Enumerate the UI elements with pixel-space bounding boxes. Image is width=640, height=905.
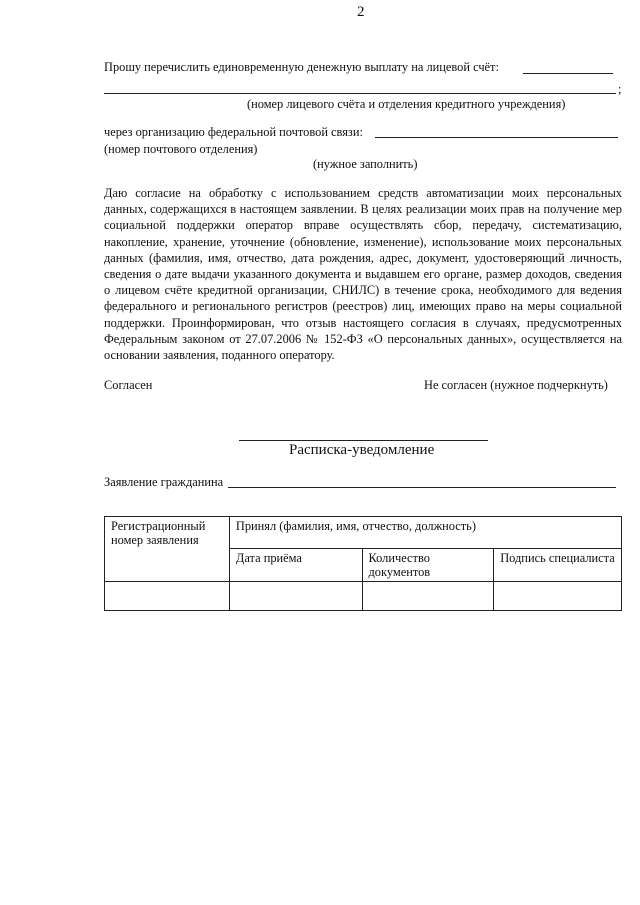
post-office-caption: (номер почтового отделения) [104, 142, 258, 156]
post-office-field[interactable] [375, 137, 618, 138]
docs-count-header: Количество документов [362, 549, 494, 582]
account-line-end-mark: ; [618, 82, 622, 96]
agree-option[interactable]: Согласен [104, 378, 153, 392]
applicant-label: Заявление гражданина [104, 475, 224, 489]
applicant-name-field[interactable] [228, 487, 616, 488]
reg-number-header: Регистрационный номер заявления [105, 517, 230, 582]
account-caption: (номер лицевого счёта и отделения кредитного учреждения) [247, 97, 566, 111]
date-header: Дата приёма [229, 549, 362, 582]
consent-paragraph: Даю согласие на обработку с использованием средств автоматизации моих персональных данных, содержащихся в настоящем заявлении. В целях реализации моих прав на получение мер социальной поддержки оператор вправе осуществлять сбор, передачу, систематизацию, накопление, хранение, уточнение (обновление, изменение), использование моих персональных данных (фамилия, имя, отчество, дата рождения, адрес, документ, удостоверяющий личность, сведения о дате выдачи указанного документа и выдавшем его органе, размер доходов, сведения о лицевом счёте кредитной организации, СНИЛС) в течение срока, необходимого для ведения федерального и регионального регистров (реестров) лиц, имеющих право на меры социальной поддержки. Проинформирован, что отзыв настоящего согласия в случаях, предусмотренных Федеральным законом от 27.07.2006 № 152-ФЗ «О персональных данных», осуществляется на основании заявления, поданного оператору. [104, 186, 622, 363]
post-office-text: через организацию федеральной почтовой связи: [104, 125, 363, 139]
cut-line [239, 440, 488, 441]
signature-cell[interactable] [494, 582, 622, 611]
account-number-field-line-2[interactable] [104, 93, 616, 94]
date-cell[interactable] [229, 582, 362, 611]
disagree-option[interactable]: Не согласен (нужное подчеркнуть) [424, 378, 608, 392]
page-number: 2 [357, 4, 365, 20]
receipt-title: Расписка-уведомление [289, 442, 435, 458]
account-number-field[interactable] [523, 73, 613, 74]
signature-header: Подпись специалиста [494, 549, 622, 582]
account-request-text: Прошу перечислить единовременную денежную выплату на лицевой счёт: [104, 60, 499, 74]
receipt-table [104, 516, 622, 611]
docs-count-cell[interactable] [362, 582, 494, 611]
fill-required-caption: (нужное заполнить) [313, 157, 418, 171]
accepted-by-header: Принял (фамилия, имя, отчество, должность) [229, 517, 621, 549]
reg-number-cell[interactable] [105, 582, 230, 611]
